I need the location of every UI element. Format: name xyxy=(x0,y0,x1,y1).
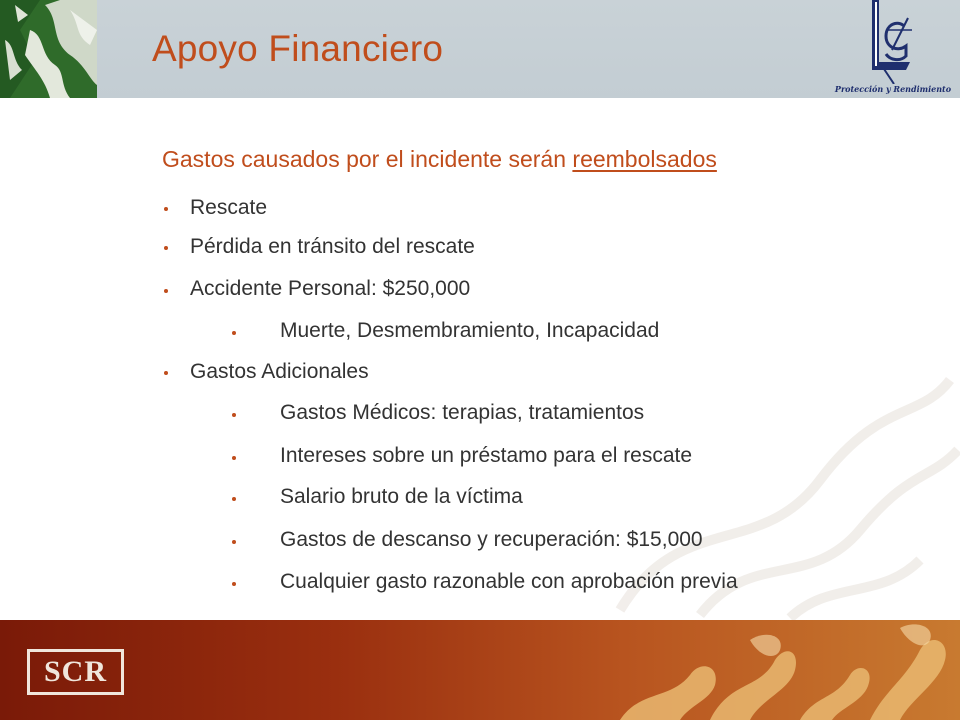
bullet-dot xyxy=(232,582,236,586)
list-item: Gastos Médicos: terapias, tratamientos xyxy=(280,401,645,424)
company-logo xyxy=(826,0,960,98)
list-item: Gastos de descanso y recuperación: $15,000 xyxy=(280,528,703,551)
section-subtitle xyxy=(162,146,717,173)
bullet-dot xyxy=(232,497,236,501)
list-item: Rescate xyxy=(190,196,268,219)
lg-monogram-logo-icon xyxy=(846,0,926,84)
subtitle-text: Gastos causados por el incidente serán xyxy=(162,146,573,172)
bullet-dot xyxy=(164,246,168,250)
list-item: Cualquier gasto razonable con aprobación previa xyxy=(280,570,738,593)
scr-logo xyxy=(27,649,124,695)
bullet-dot xyxy=(164,289,168,293)
list-item: Pérdida en tránsito del rescate xyxy=(190,235,475,258)
list-item: Intereses sobre un préstamo para el rescate xyxy=(280,444,693,467)
list-item: Salario bruto de la víctima xyxy=(280,485,523,508)
corner-photo xyxy=(0,0,97,98)
scr-logo-text: SCR xyxy=(43,655,107,688)
list-item: Gastos Adicionales xyxy=(190,360,369,383)
bullet-dot xyxy=(232,331,236,335)
subtitle-emphasis: reembolsados xyxy=(572,146,717,172)
bullet-dot xyxy=(164,371,168,375)
bullet-dot xyxy=(232,456,236,460)
bullet-dot xyxy=(232,540,236,544)
header-band xyxy=(0,0,960,98)
list-item: Accidente Personal: $250,000 xyxy=(190,277,471,300)
logo-tagline: Protección y Rendimiento xyxy=(834,84,952,94)
footer-decoration xyxy=(600,620,960,720)
bullet-dot xyxy=(164,207,168,211)
list-item: Muerte, Desmembramiento, Incapacidad xyxy=(280,319,660,342)
bullet-dot xyxy=(232,413,236,417)
page-title: Apoyo Financiero xyxy=(152,28,444,69)
